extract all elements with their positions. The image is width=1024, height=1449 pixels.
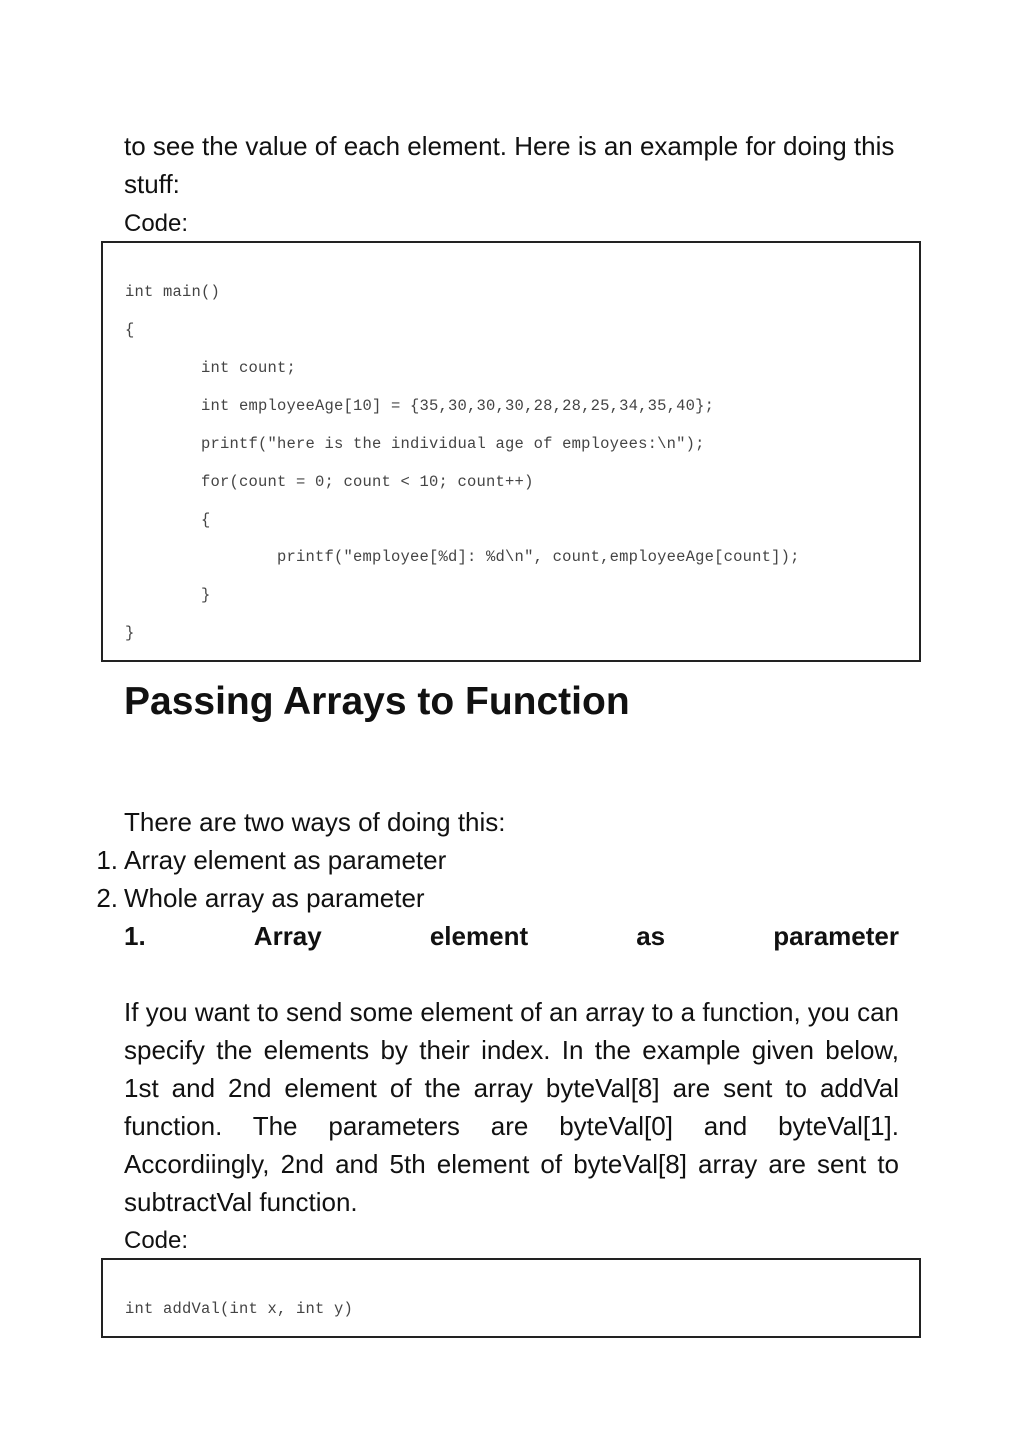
code-line: { — [125, 511, 211, 529]
subsection-body: If you want to send some element of an array to a function, you can specify the elements by their index. In the example given below, 1st and 2nd element of the array byteVal[8] are sent to addVal function. The parameters are byteVal[0] and byteVal[1]. Accordiingly, 2nd and 5th element of byteVal[8] array are sent to subtractVal function. — [124, 997, 899, 1217]
intro-paragraph: to see the value of each element. Here is an example for doing this stuff: — [124, 131, 895, 199]
code-line: printf("here is the individual age of employees:\n"); — [125, 435, 705, 453]
subheading-word: element — [429, 921, 529, 951]
subheading-word: Array — [253, 921, 322, 951]
code-line: printf("employee[%d]: %d\n", count,employeeAge[count]); — [125, 548, 800, 566]
code-line: int main() — [125, 283, 221, 301]
subheading-word: 1. — [124, 921, 146, 951]
code-line: int count; — [125, 359, 297, 377]
section-heading: Passing Arrays to Function — [124, 680, 630, 723]
code-line: int addVal(int x, int y) — [125, 1300, 354, 1318]
code-block-2 — [101, 1258, 921, 1338]
list-text: Array element as parameter — [124, 845, 447, 875]
code-line: } — [125, 586, 211, 604]
code-block-1 — [101, 241, 921, 662]
list-item — [0, 841, 900, 879]
subheading-word: parameter — [773, 921, 899, 951]
code-line: for(count = 0; count < 10; count++) — [125, 473, 534, 491]
list-number: 1. — [96, 845, 118, 875]
subsection-heading — [124, 917, 899, 955]
code-line: { — [125, 321, 135, 339]
code-label-2: Code: — [124, 1227, 189, 1254]
list-text: Whole array as parameter — [124, 883, 425, 913]
list-item — [0, 879, 900, 917]
subheading-word: as — [636, 921, 666, 951]
list-number: 2. — [96, 883, 118, 913]
section-intro: There are two ways of doing this: — [124, 807, 506, 837]
code-line: } — [125, 624, 135, 642]
code-line: int employeeAge[10] = {35,30,30,30,28,28,25,34,35,40}; — [125, 397, 715, 415]
code-label-1: Code: — [124, 210, 189, 237]
